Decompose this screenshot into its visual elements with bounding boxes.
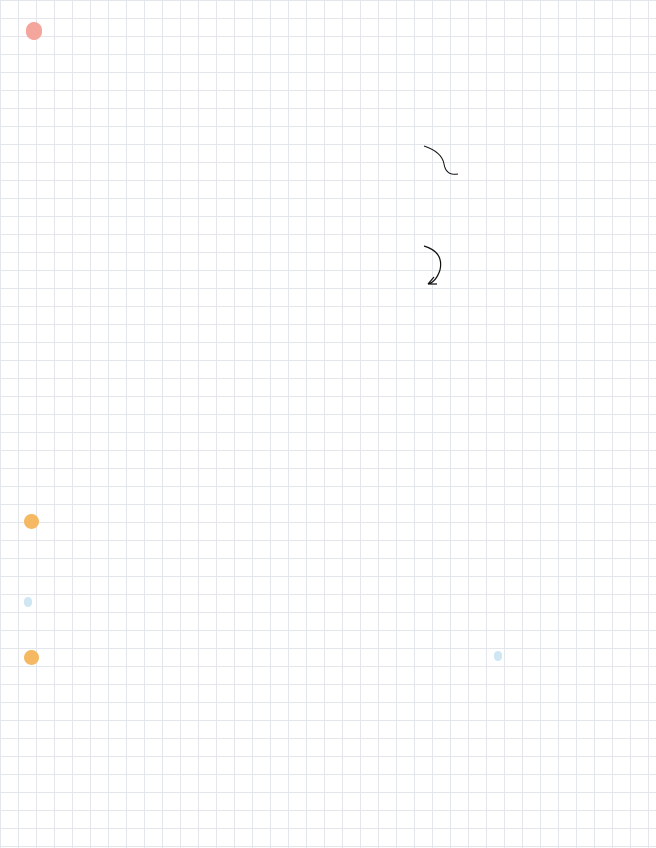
- mean-result: [24, 597, 32, 607]
- curly-brace-arrow: [424, 146, 458, 174]
- variance-result-row: [494, 652, 502, 660]
- solution-a-line1: [24, 514, 73, 531]
- badge-b: [24, 650, 39, 665]
- variance-result: [494, 651, 502, 661]
- solution-a-line2: [26, 565, 86, 574]
- badge-a: [24, 514, 39, 529]
- solution-a-mean: [24, 598, 32, 606]
- solution-b: [24, 650, 43, 667]
